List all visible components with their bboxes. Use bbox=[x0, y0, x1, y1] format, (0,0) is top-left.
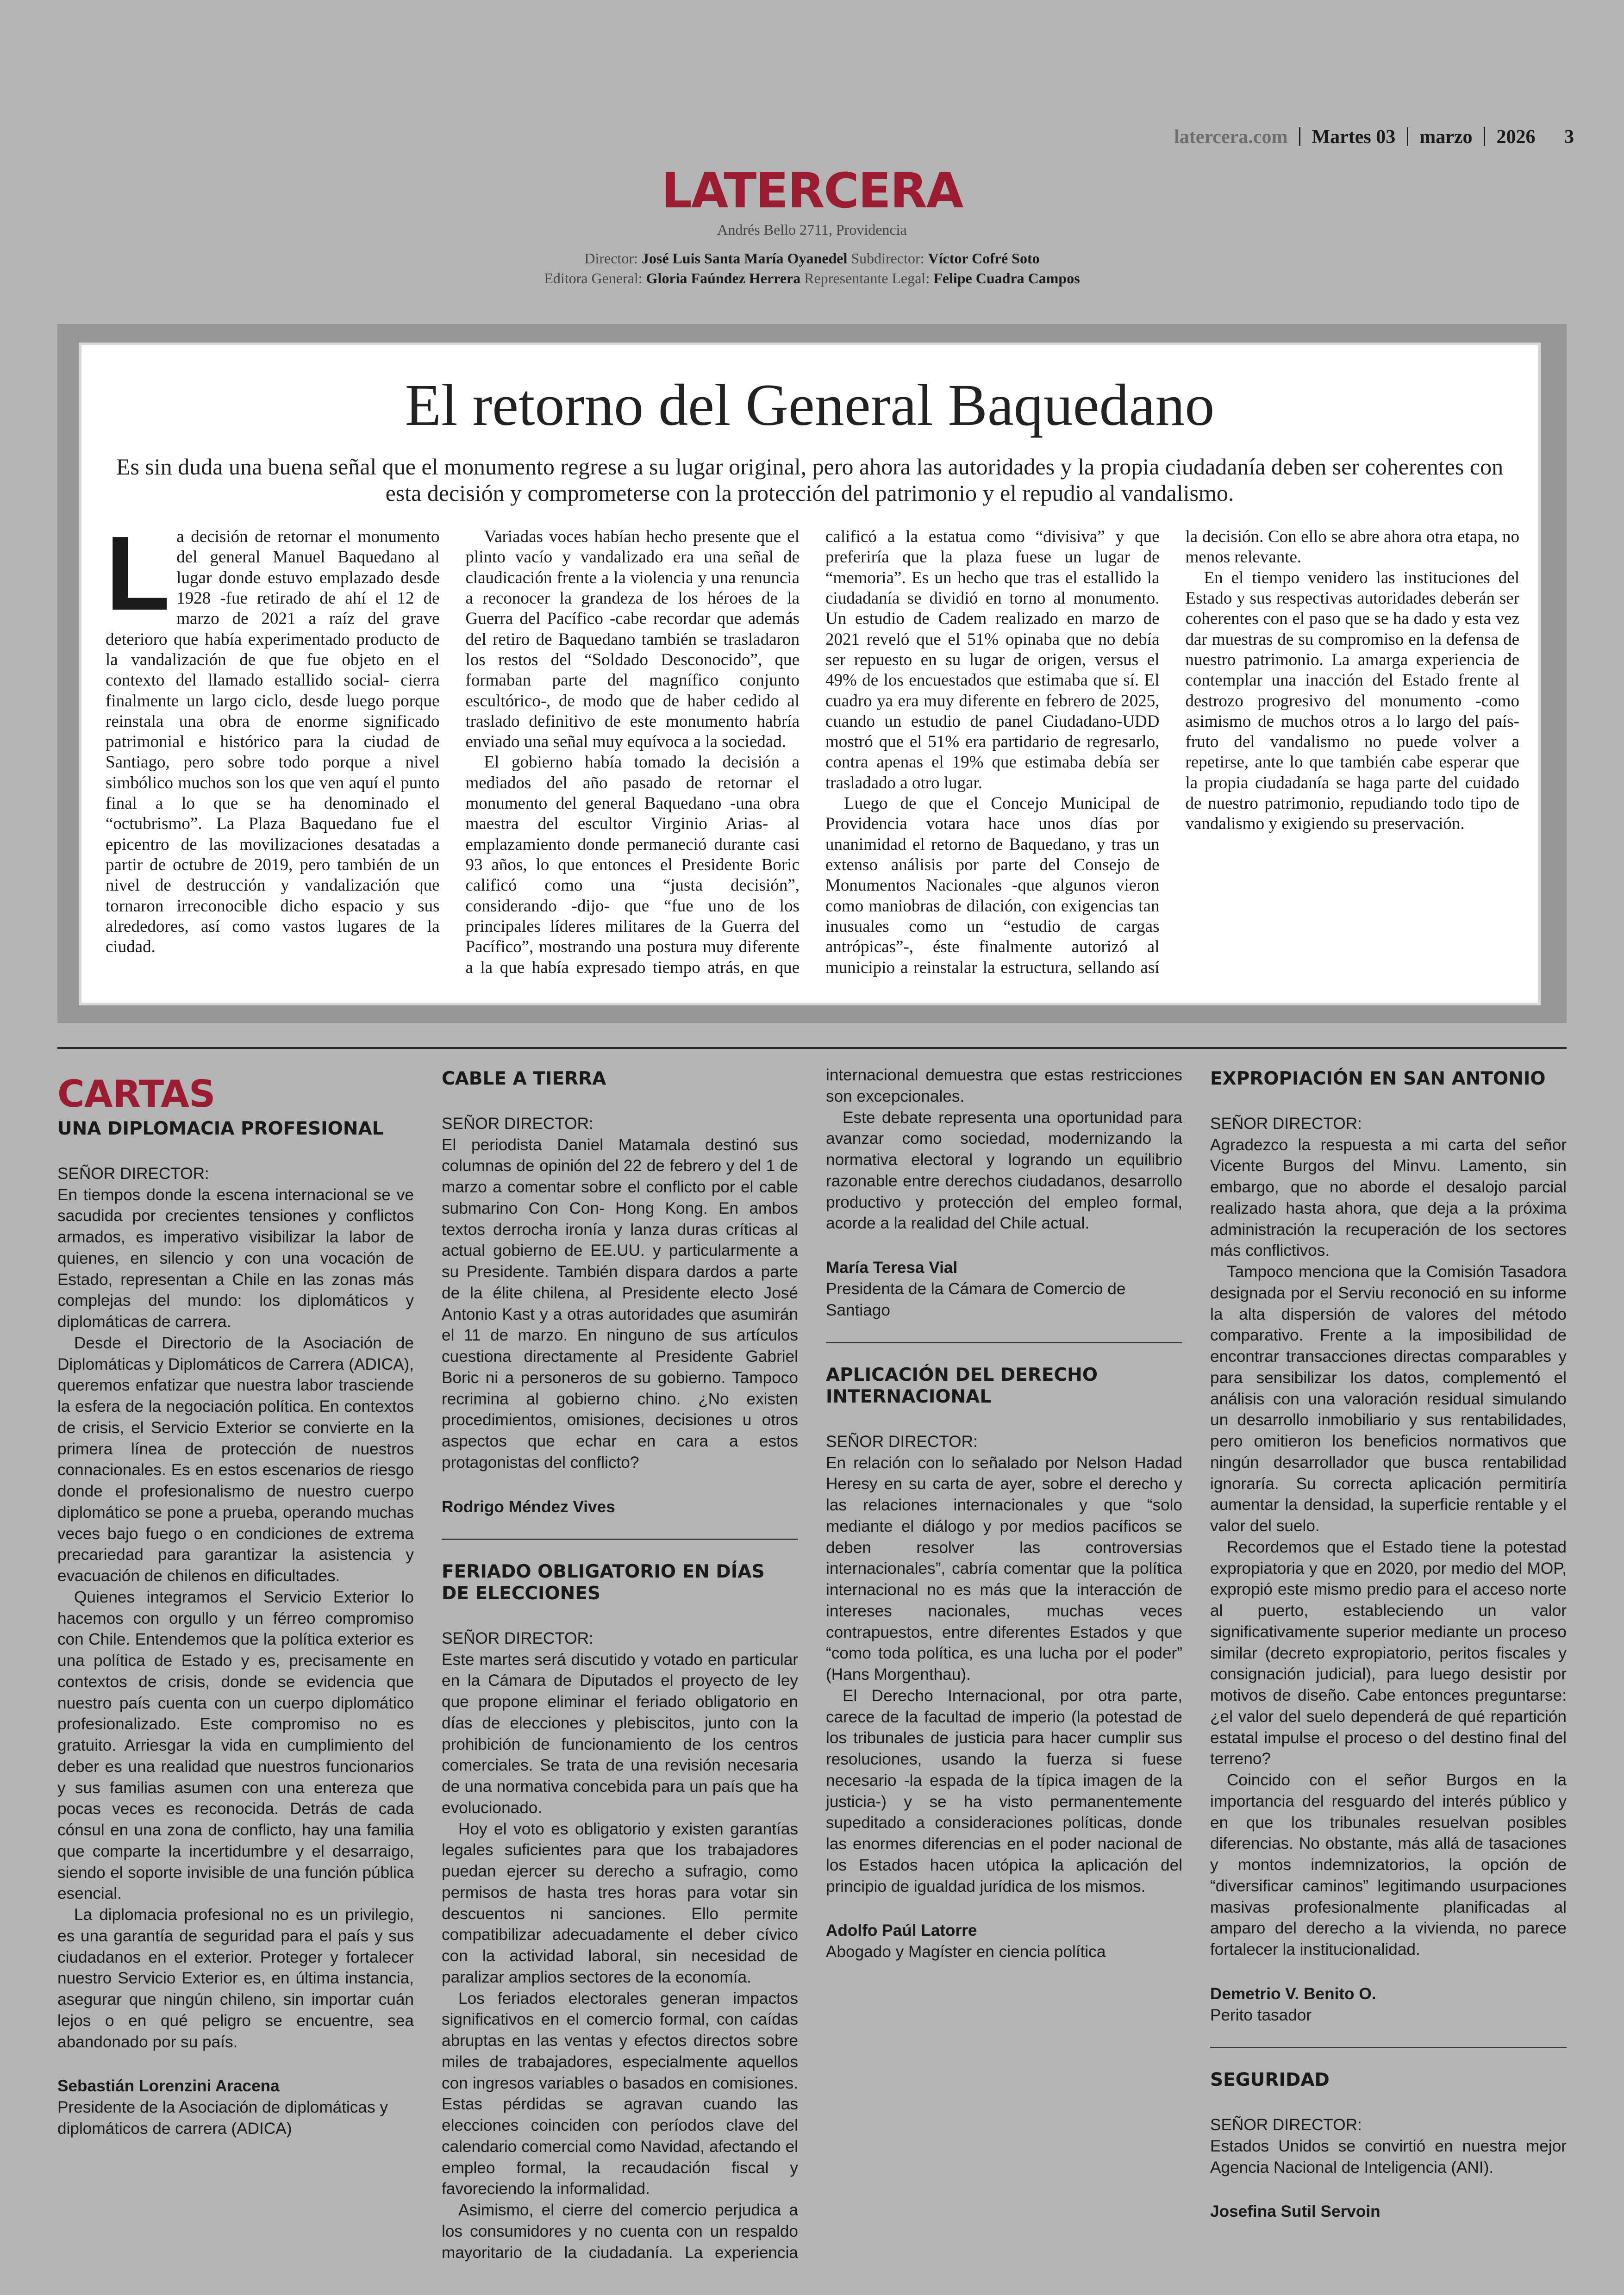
letter-salutation: SEÑOR DIRECTOR: bbox=[57, 1164, 209, 1183]
letter-heading: FERIADO OBLIGATORIO EN DÍAS DE ELECCIONES bbox=[442, 1561, 765, 1604]
letter-author-role: Abogado y Magíster en ciencia política bbox=[826, 1943, 1106, 1961]
letter-paragraph: Los feriados electorales generan impactos significativos en el comercio formal, con caídas abruptas en las ventas y efectos directos sobre miles de trabajadores, especialmente aquellos con ingresos variables o basados en comisiones. Estas pérdidas se agravan cuando las elecciones coinciden con períodos clave del calendario comercial como Navidad, afectando el empleo formal, la recaudación fiscal y favoreciendo la informalidad. bbox=[442, 1989, 798, 2198]
letter-author: Demetrio V. Benito O. bbox=[1210, 1984, 1376, 2003]
date-year: 2026 bbox=[1496, 126, 1536, 148]
staff-credits bbox=[0, 249, 1624, 288]
letter-author: Josefina Sutil Servoin bbox=[1210, 2202, 1380, 2221]
letter-salutation: SEÑOR DIRECTOR: bbox=[442, 1114, 593, 1133]
letter-heading: EXPROPIACIÓN EN SAN ANTONIO bbox=[1210, 1068, 1546, 1089]
letter-paragraph: El periodista Daniel Matamala destinó sus columnas de opinión del 22 de febrero y del 1 de marzo a comentar sobre el conflicto por el cable submarino Con Con- Hong Kong. En ambos textos derrocha ironía y lanza duras críticas al actual gobierno de EE.UU. y particularmente a su Presidente. También dispara dardos a parte de la élite chilena, al Presidente electo José Antonio Kast y a otras autoridades que asumirán el 11 de marzo. En ninguno de sus artículos cuestiona directamente al Presidente Gabriel Boric ni a personeros de su gobierno. Tampoco recrimina al gobierno chino. ¿No existen procedimientos, omisiones, decisiones u otros aspectos que echar en cara a estos protagonistas del conflicto? bbox=[442, 1135, 798, 1472]
editorial-box bbox=[79, 343, 1541, 1005]
letter-divider bbox=[442, 1539, 798, 1540]
editorial-paragraph-text: a decisión de retornar el monumento del general Manuel Baquedano al lugar donde estuvo emplazado desde 1928 -fue retirado de ahí el 12 de marzo de 2021 a raíz del grave deterioro que había experimentado producto de la vandalización de que fue objeto en el contexto del llamado estallido social- cierra finalmente un largo ciclo, desde luego porque reinstala una obra de enorme significado patrimonial e histórico para la ciudad de Santiago, pero sobre todo porque a nivel simbólico muchos son los que ven aquí el punto final a lo que se ha denominado el “octubrismo”. La Plaza Baquedano fue el epicentro de las movilizaciones desatadas a partir de octubre de 2019, pero también de un nivel de destrucción y vandalización que tornaron irreconocible dicho espacio y sus alrededores, así como vastos lugares de la ciudad. bbox=[106, 527, 440, 957]
drop-cap: L bbox=[106, 515, 170, 632]
letter-paragraph: Coincido con el señor Burgos en la importancia del resguardo del interés público y en que los tribunales resuelvan posibles diferencias. No obstante, más allá de tasaciones y montos indemnizatorios, la opción de “diversificar caminos” legitimando usurpaciones masivas profesionalmente planificadas al amparo del derecho a la vivienda, no parece fortalecer la institucionalidad. bbox=[1210, 1771, 1567, 1959]
letter-salutation: SEÑOR DIRECTOR: bbox=[1210, 1114, 1362, 1133]
letter-divider bbox=[826, 1342, 1182, 1343]
letter-paragraph: El Derecho Internacional, por otra parte, carece de la facultad de imperio (la potestad de los tribunales de justicia para hacer cumplir sus resoluciones, usando la fuerza si fuese necesario -la espada de la típica imagen de la justicia-) y se ha visto permanentemente supeditado a consideraciones políticas, donde las enormes diferencias en el poder nacional de los Estados hacen utópica la aplicación del principio de igualdad jurídica de los mismos. bbox=[826, 1686, 1182, 1896]
letter-heading: APLICACIÓN DEL DERECHO INTERNACIONAL bbox=[826, 1365, 1098, 1408]
letter-author-role: Presidente de la Asociación de diplomáticas y diplomáticos de carrera (ADICA) bbox=[57, 2098, 388, 2138]
editorial-deck: Es sin duda una buena señal que el monumento regrese a su lugar original, pero ahora las autoridades y la propia ciudadanía deben ser coherentes con esta decisión y comprometerse con la protección del patrimonio y el repudio al vandalismo. bbox=[116, 454, 1504, 506]
editorial-paragraph: En el tiempo venidero las instituciones del Estado y sus respectivas autoridades deberán ser coherentes con el paso que se ha dado y esta vez dar muestras de su compromiso en la defensa de nuestro patrimonio. La amarga experiencia de contemplar una inacción del Estado frente al destrozo progresivo del monumento -como asimismo de muchos otros a lo largo del país- fruto del vandalismo no puede volver a repetirse, ante lo que también cabe esperar que la propia ciudadanía se haga parte del cuidado de nuestro patrimonio, repudiando todo tipo de vandalismo y exigiendo su preservación. bbox=[1185, 568, 1519, 834]
rep-name: Felipe Cuadra Campos bbox=[933, 270, 1080, 287]
letter-paragraph: Recordemos que el Estado tiene la potestad expropiatoria y que en 2020, por medio del MOP, expropió este mismo predio para el acceso norte al puerto, estableciendo un valor significativamente superior mediante un proceso similar (decreto expropiatorio, peritos fiscales y consignación judicial), para luego desistir por motivos de diseño. Cabe entonces preguntarse: ¿el valor del suelo dependerá de qué repartición estatal impulse el proceso o del destino final del terreno? bbox=[1210, 1538, 1567, 1768]
letter-paragraph: Hoy el voto es obligatorio y existen garantías legales suficientes para que los trabajadores puedan ejercer su derecho a sufragio, como permisos de hasta tres horas para votar sin descuentos ni sanciones. Ello permite compatibilizar adecuadamente el deber cívico con la actividad laboral, sin necesidad de paralizar amplios sectores de la economía. bbox=[442, 1820, 798, 1986]
letter-author: María Teresa Vial bbox=[826, 1259, 958, 1277]
editorial-title: El retorno del General Baquedano bbox=[405, 372, 1215, 438]
letter-author: Adolfo Paúl Latorre bbox=[826, 1921, 977, 1940]
letter-salutation: SEÑOR DIRECTOR: bbox=[1210, 2116, 1362, 2134]
editorial-paragraph: Variadas voces habían hecho presente que el plinto vacío y vandalizado era una señal de claudicación frente a la violencia y una renuncia a reconocer la grandeza de los héroes de la Guerra del Pacífico -cabe recordar que además del retiro de Baquedano también se trasladaron los restos del “Soldado Desconocido”, que formaban parte del magnífico conjunto escultórico-, de modo que de haber cedido al traslado definitivo de este monumento habría enviado una señal muy equívoca a la sociedad. bbox=[465, 527, 800, 752]
letter-paragraph: Desde el Directorio de la Asociación de Diplomáticas y Diplomáticos de Carrera (ADICA), queremos enfatizar que nuestra labor trasciende la esfera de la negociación política. En contextos de crisis, el Servicio Exterior se convierte en la primera línea de protección de nuestros connacionales. Es en estos escenarios de riesgo donde el profesionalismo de nuestro cuerpo diplomático se pone a prueba, operando muchas veces bajo fuego o en condiciones de extrema precariedad para garantizar la asistencia y evacuación de chilenos en dificultades. bbox=[57, 1334, 414, 1585]
letter-heading: UNA DIPLOMACIA PROFESIONAL bbox=[57, 1118, 384, 1139]
separator bbox=[1407, 127, 1408, 146]
letter-paragraph: Agradezco la respuesta a mi carta del señor Vicente Burgos del Minvu. Lamento, sin embargo, que no aborde el desalojo parcial realizado hasta ahora, que deja a la próxima administración la recuperación de los sectores más conflictivos. bbox=[1210, 1135, 1567, 1260]
letter-author: Rodrigo Méndez Vives bbox=[442, 1497, 615, 1516]
masthead bbox=[0, 162, 1624, 288]
editorial-paragraph bbox=[106, 515, 440, 958]
subdirector-label: Subdirector: bbox=[851, 250, 924, 267]
editorial-paragraph: Luego de que el Concejo Municipal de Providencia votara hace unos días por unanimidad el retorno de Baquedano, y tras un extenso análisis por parte del Consejo de Monumentos Nacionales -que algunos vieron como maniobras de dilación, con exigencias tan inusuales como un “estudio de cargas antrópicas”-, éste finalmente autorizó al municipio a reinstalar la estructura, sellando así la decisión. Con ello se abre ahora otra etapa, no menos relevante. bbox=[825, 527, 1519, 977]
date-weekday: Martes 03 bbox=[1312, 126, 1396, 148]
director-name: José Luis Santa María Oyanedel bbox=[641, 250, 848, 267]
letter-paragraph: Asimismo, el cierre del comercio perjudica a los consumidores y no cuenta con un respaldo mayoritario de la ciudadanía. La experiencia internacional demuestra que estas restricciones son excepcionales. bbox=[442, 1066, 1182, 2262]
section-divider bbox=[57, 1047, 1567, 1049]
editora-label: Editora General: bbox=[544, 270, 643, 287]
letter-salutation: SEÑOR DIRECTOR: bbox=[442, 1629, 593, 1647]
letter-paragraph: Quienes integramos el Servicio Exterior lo hacemos con orgullo y un férreo compromiso con Chile. Entendemos que la política exterior es una política de Estado y es, precisamente en contextos de crisis, donde se evidencia que nuestro país cuenta con un cuerpo diplomático profesionalizado. Este compromiso no es gratuito. Arriesgar la vida en cumplimiento del deber es una realidad que nuestros funcionarios y sus familias asumen con una entereza que pocas veces es reconocida. Detrás de cada cónsul en una zona de conflicto, hay una familia que comparte la incertidumbre y el desarraigo, siendo el soporte invisible de una función pública esencial. bbox=[57, 1588, 414, 1903]
letter-paragraph: Este martes será discutido y votado en particular en la Cámara de Diputados el proyecto de ley que propone eliminar el feriado obligatorio en días de elecciones y plebiscitos, junto con la prohibición de funcionamiento de los centros comerciales. Se trata de una revisión necesaria de una normativa concebida para un país que ha evolucionado. bbox=[442, 1650, 798, 1817]
letter-heading: CABLE A TIERRA bbox=[442, 1068, 606, 1089]
separator bbox=[1484, 127, 1485, 146]
letter-paragraph: La diplomacia profesional no es un privilegio, es una garantía de seguridad para el país y sus ciudadanos en el exterior. Proteger y fortalecer nuestro Servicio Exterior es, en última instancia, asegurar que ningún chileno, sin importar cuán lejos o en qué peligro se encuentre, sea abandonado por su país. bbox=[57, 1906, 414, 2051]
site-url[interactable]: latercera.com bbox=[1174, 126, 1288, 148]
subdirector-name: Víctor Cofré Soto bbox=[928, 250, 1040, 267]
date-line bbox=[1174, 126, 1574, 148]
letter-author-role: Perito tasador bbox=[1210, 2006, 1312, 2024]
editora-name: Gloria Faúndez Herrera bbox=[646, 270, 801, 287]
letter-salutation: SEÑOR DIRECTOR: bbox=[826, 1432, 978, 1451]
cartas-title: CARTAS bbox=[57, 1073, 215, 1116]
date-month: marzo bbox=[1419, 126, 1473, 148]
editorial-paragraph: El gobierno había tomado la decisión a mediados del año pasado de retornar el monumento del general Baquedano -una obra maestra del escultor Virginio Arias- al emplazamiento donde permaneció durante casi 93 años, lo que entonces el Presidente Boric calificó como una “justa decisión”, considerando -dijo- que “fue uno de los principales líderes militares de la Guerra del Pacífico”, mostrando una postura muy diferente a la que había expresado tiempo atrás, en que calificó a la estatua como “divisiva” y que preferiría que la plaza fuese un lugar de “memoria”. Es un hecho que tras el estallido la ciudadanía se dividió en torno al monumento. Un estudio de Cadem realizado en marzo de 2021 reveló que el 51% opinaba que no debía ser repuesto en su lugar de origen, versus el 49% de los encuestados que estimaba que sí. El cuadro ya era muy diferente en febrero de 2025, cuando un estudio de panel Ciudadano-UDD mostró que el 51% era partidario de regresarlo, contra apenas el 19% que estimaba debía ser trasladado a otro lugar. bbox=[465, 527, 1160, 977]
editorial-body bbox=[106, 515, 1519, 994]
letter-paragraph: Tampoco menciona que la Comisión Tasadora designada por el Serviu reconoció en su informe la alta dispersión de valores del método comparativo. Frente a la imposibilidad de encontrar transacciones directas comparables y para sensibilizar los datos, complementó el análisis con una valoración residual simulando un desarrollo inmobiliario y sus rentabilidades, pero omitieron los beneficios normativos que ningún desarrollador que busca rentabilidad ignoraría. Su correcta aplicación permitiría aumentar la densidad, la superficie rentable y el valor del suelo. bbox=[1210, 1263, 1567, 1535]
separator bbox=[1299, 127, 1300, 146]
letter-heading: SEGURIDAD bbox=[1210, 2070, 1330, 2091]
page-number: 3 bbox=[1564, 126, 1574, 148]
letter-paragraph: Este debate representa una oportunidad para avanzar como sociedad, modernizando la normativa electoral y logrando un equilibrio razonable entre derechos ciudadanos, desarrollo productivo y protección del empleo formal, acorde a la realidad del Chile actual. bbox=[826, 1108, 1182, 1233]
address: Andrés Bello 2711, Providencia bbox=[717, 221, 907, 238]
newspaper-logo: LATERCERA bbox=[661, 162, 963, 219]
letter-paragraph: Estados Unidos se convirtió en nuestra mejor Agencia Nacional de Inteligencia (ANI). bbox=[1210, 2137, 1567, 2177]
letter-divider bbox=[1210, 2047, 1567, 2048]
letter-paragraph: En tiempos donde la escena internacional se ve sacudida por crecientes tensiones y conflictos armados, es imperativo visibilizar la labor de quienes, en silencio y con una vocación de Estado, representan a Chile en las zonas más complejas del mundo: los diplomáticos y diplomáticas de carrera. bbox=[57, 1185, 414, 1331]
letter-paragraph: En relación con lo señalado por Nelson Hadad Heresy en su carta de ayer, sobre el derecho y las relaciones internacionales y que “solo mediante el diálogo y por medios pacíficos se deben resolver las controversias internacionales”, cabría comentar que la política internacional no es más que la interacción de intereses nacionales, muchas veces contrapuestos, entre diferentes Estados y que “como toda política, es una lucha por el poder” (Hans Morgenthau). bbox=[826, 1453, 1182, 1684]
letter-author-role: Presidenta de la Cámara de Comercio de Santiago bbox=[826, 1279, 1126, 1319]
letter-author: Sebastián Lorenzini Aracena bbox=[57, 2077, 280, 2095]
director-label: Director: bbox=[584, 250, 638, 267]
letters-section bbox=[57, 1065, 1567, 2277]
rep-label: Representante Legal: bbox=[804, 270, 930, 287]
